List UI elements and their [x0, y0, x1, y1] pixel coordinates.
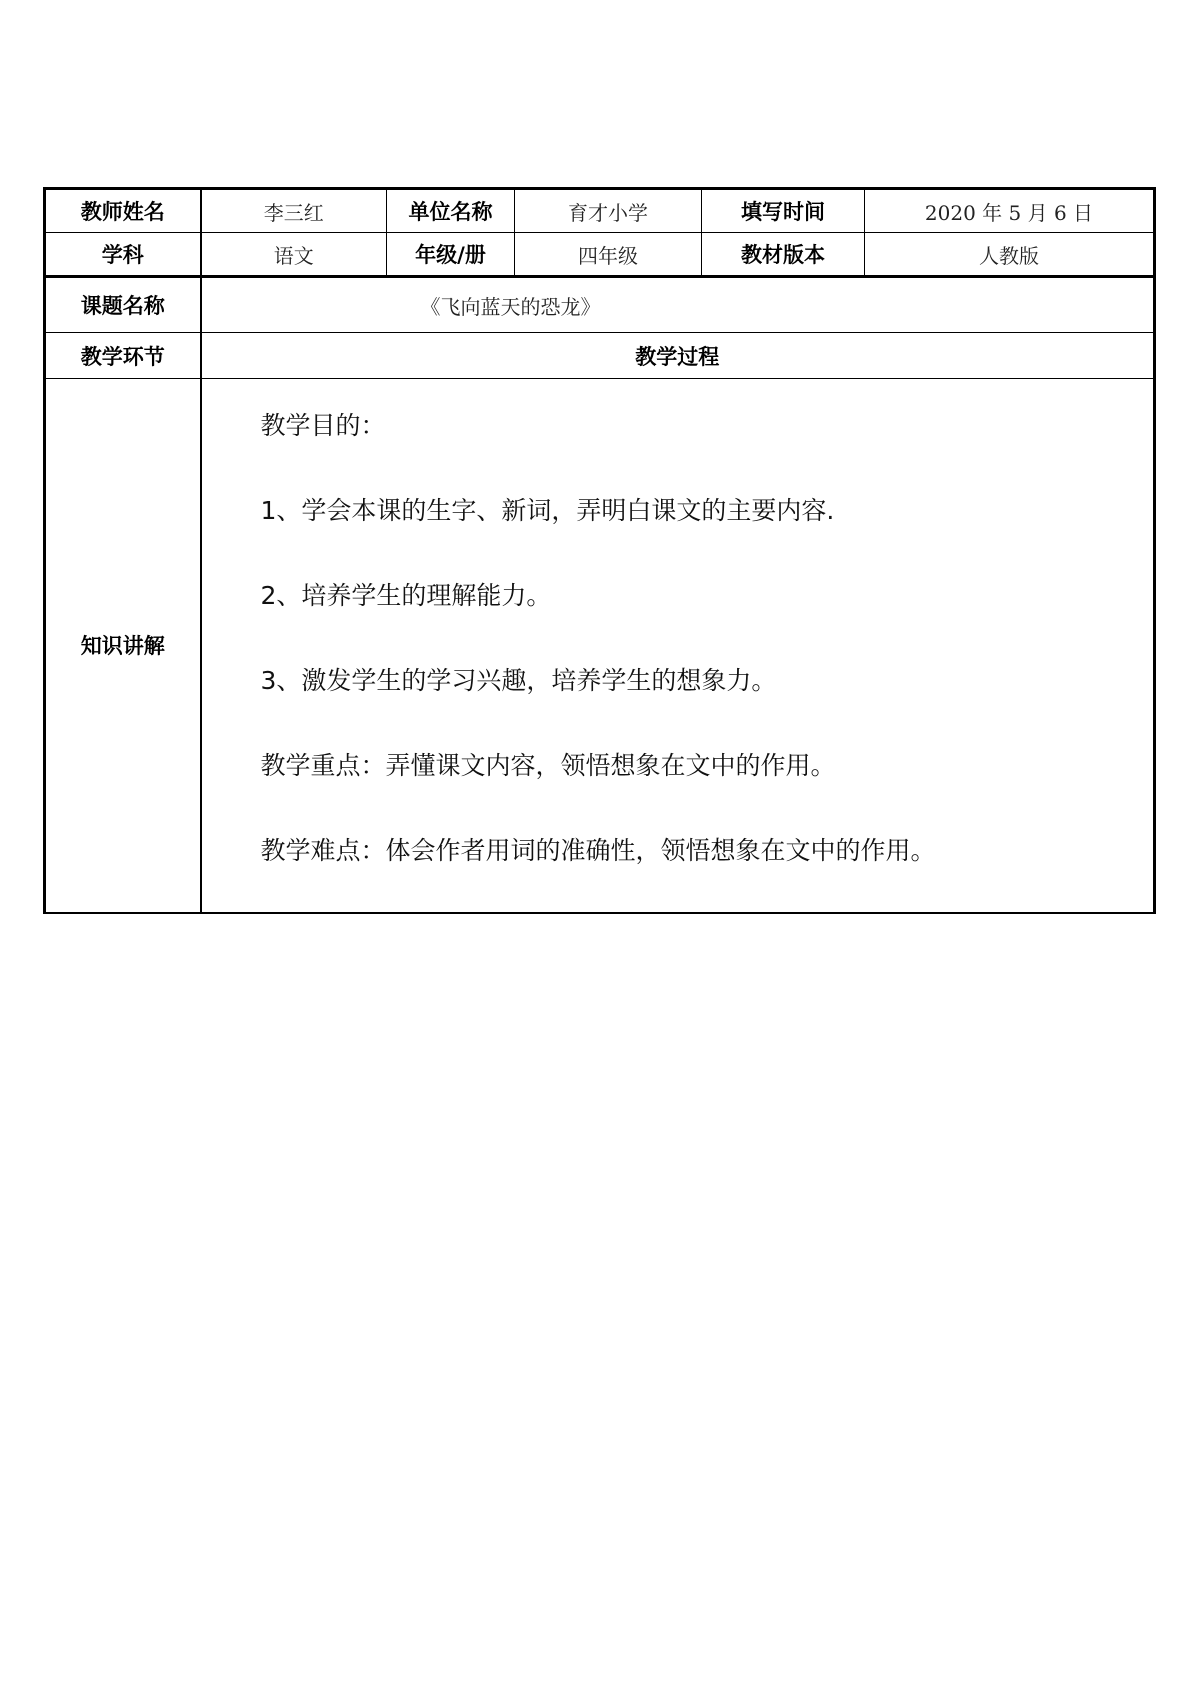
lesson-title-label: 课题名称: [45, 277, 201, 333]
teaching-process-label: 教学过程: [201, 333, 1155, 379]
subject-label: 学科: [45, 233, 201, 277]
goal-item-3: 3、激发学生的学习兴趣，培养学生的想象力。: [260, 666, 777, 695]
grade-value: 四年级: [515, 233, 702, 277]
teaching-difficulty: 教学难点：体会作者用词的准确性，领悟想象在文中的作用。: [260, 836, 936, 865]
teaching-stage-label: 教学环节: [45, 333, 201, 379]
goal-item-2: 2、培养学生的理解能力。: [260, 581, 552, 610]
teacher-name-label: 教师姓名: [45, 189, 201, 233]
knowledge-row: [45, 379, 1155, 913]
lesson-plan-table: [43, 187, 1156, 914]
lesson-plan-sheet: [43, 187, 1153, 914]
goal-item-1: 1、学会本课的生字、新词，弄明白课文的主要内容.: [260, 496, 835, 525]
fill-date-label: 填写时间: [702, 189, 865, 233]
fill-date-value: 2020 年 5 月 6 日: [865, 189, 1155, 233]
stage-header-row: [45, 333, 1155, 379]
teaching-content: [201, 379, 1155, 913]
grade-label: 年级/册: [387, 233, 515, 277]
header-row-1: [45, 189, 1155, 233]
unit-name-value: 育才小学: [515, 189, 702, 233]
knowledge-explanation-label: 知识讲解: [45, 379, 201, 913]
teaching-goals-heading: 教学目的：: [260, 411, 386, 440]
teacher-name-value: 李三红: [201, 189, 387, 233]
lesson-title-row: [45, 277, 1155, 333]
teaching-key-point: 教学重点：弄懂课文内容，领悟想象在文中的作用。: [260, 751, 836, 780]
header-row-2: [45, 233, 1155, 277]
unit-name-label: 单位名称: [387, 189, 515, 233]
edition-value: 人教版: [865, 233, 1155, 277]
edition-label: 教材版本: [702, 233, 865, 277]
lesson-title-value: 《飞向蓝天的恐龙》: [201, 277, 1155, 333]
subject-value: 语文: [201, 233, 387, 277]
